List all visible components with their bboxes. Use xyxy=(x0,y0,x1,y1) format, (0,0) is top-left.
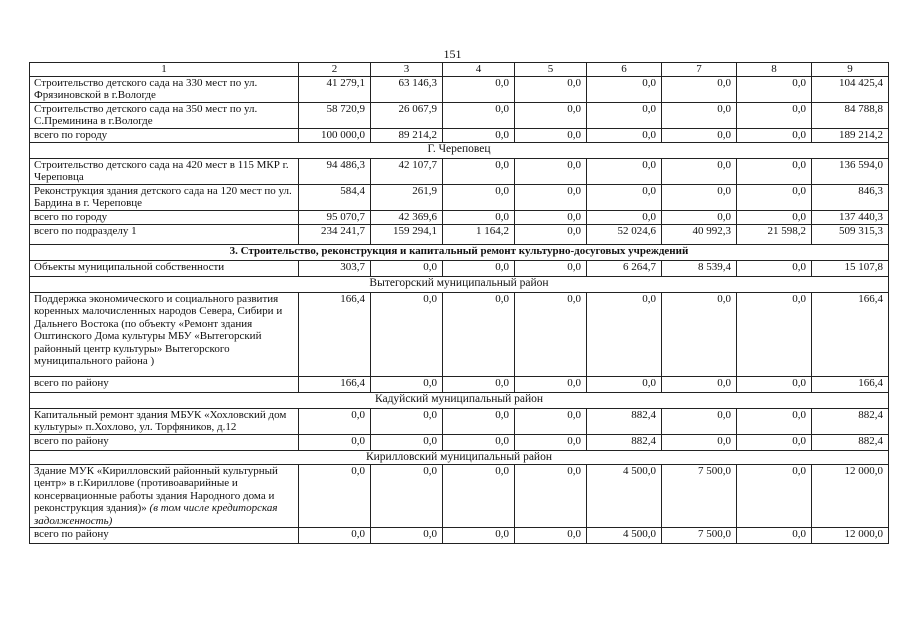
row-label-text: всего по городу xyxy=(34,210,108,223)
table-row xyxy=(30,128,889,142)
row-label-note: (в том числе кредиторская задолженность) xyxy=(34,502,278,527)
value-cell: 0,0 xyxy=(371,464,443,528)
value-cell: 509 315,3 xyxy=(812,224,889,244)
column-header: 7 xyxy=(662,63,737,77)
value-cell: 0,0 xyxy=(737,528,812,544)
value-cell: 0,0 xyxy=(587,76,662,102)
subsection-title: Вытегорский муниципальный район xyxy=(30,276,889,292)
value-cell: 0,0 xyxy=(587,210,662,224)
column-header: 5 xyxy=(515,63,587,77)
value-cell: 0,0 xyxy=(662,408,737,434)
value-cell: 0,0 xyxy=(371,434,443,450)
subsection-header-row xyxy=(30,392,889,408)
row-label xyxy=(30,76,299,102)
value-cell: 0,0 xyxy=(587,102,662,128)
row-label xyxy=(30,260,299,276)
row-label xyxy=(30,158,299,184)
value-cell: 0,0 xyxy=(587,184,662,210)
value-cell: 40 992,3 xyxy=(662,224,737,244)
value-cell: 42 369,6 xyxy=(371,210,443,224)
value-cell: 94 486,3 xyxy=(299,158,371,184)
value-cell: 159 294,1 xyxy=(371,224,443,244)
value-cell: 0,0 xyxy=(443,184,515,210)
value-cell: 0,0 xyxy=(662,292,737,376)
value-cell: 0,0 xyxy=(662,376,737,392)
value-cell: 0,0 xyxy=(587,376,662,392)
value-cell: 0,0 xyxy=(299,408,371,434)
value-cell: 0,0 xyxy=(737,464,812,528)
value-cell: 21 598,2 xyxy=(737,224,812,244)
value-cell: 0,0 xyxy=(443,292,515,376)
value-cell: 137 440,3 xyxy=(812,210,889,224)
column-header: 8 xyxy=(737,63,812,77)
value-cell: 7 500,0 xyxy=(662,464,737,528)
section-title: 3. Строительство, реконструкция и капитальный ремонт культурно-досуговых учреждений xyxy=(30,244,889,260)
value-cell: 100 000,0 xyxy=(299,128,371,142)
value-cell: 0,0 xyxy=(443,102,515,128)
table-row xyxy=(30,528,889,544)
value-cell: 0,0 xyxy=(443,376,515,392)
value-cell: 0,0 xyxy=(515,464,587,528)
row-label-text: всего по району xyxy=(34,434,109,447)
value-cell: 0,0 xyxy=(443,128,515,142)
value-cell: 0,0 xyxy=(443,158,515,184)
column-header-row xyxy=(30,63,889,77)
value-cell: 0,0 xyxy=(662,158,737,184)
value-cell: 0,0 xyxy=(515,128,587,142)
value-cell: 0,0 xyxy=(515,434,587,450)
value-cell: 52 024,6 xyxy=(587,224,662,244)
value-cell: 189 214,2 xyxy=(812,128,889,142)
value-cell: 166,4 xyxy=(812,376,889,392)
row-label xyxy=(30,528,299,544)
value-cell: 0,0 xyxy=(737,102,812,128)
value-cell: 0,0 xyxy=(737,158,812,184)
value-cell: 0,0 xyxy=(299,434,371,450)
page-number: 151 xyxy=(443,47,462,61)
row-label xyxy=(30,184,299,210)
value-cell: 89 214,2 xyxy=(371,128,443,142)
value-cell: 166,4 xyxy=(299,376,371,392)
value-cell: 0,0 xyxy=(515,224,587,244)
value-cell: 1 164,2 xyxy=(443,224,515,244)
value-cell: 0,0 xyxy=(737,76,812,102)
value-cell: 0,0 xyxy=(515,292,587,376)
value-cell: 0,0 xyxy=(737,260,812,276)
value-cell: 42 107,7 xyxy=(371,158,443,184)
value-cell: 0,0 xyxy=(737,128,812,142)
column-header: 4 xyxy=(443,63,515,77)
value-cell: 0,0 xyxy=(443,210,515,224)
value-cell: 0,0 xyxy=(515,408,587,434)
value-cell: 0,0 xyxy=(515,102,587,128)
row-label-text: всего по подразделу 1 xyxy=(34,224,137,237)
value-cell: 0,0 xyxy=(587,158,662,184)
value-cell: 234 241,7 xyxy=(299,224,371,244)
value-cell: 0,0 xyxy=(515,376,587,392)
value-cell: 0,0 xyxy=(662,76,737,102)
subsection-title: Кирилловский муниципальный район xyxy=(30,450,889,464)
value-cell: 58 720,9 xyxy=(299,102,371,128)
row-label-text: Объекты муниципальной собственности xyxy=(34,260,225,273)
row-label xyxy=(30,292,299,376)
value-cell: 136 594,0 xyxy=(812,158,889,184)
row-label xyxy=(30,210,299,224)
row-label-text: Строительство детского сада на 350 мест по ул. С.Преминина в г.Вологде xyxy=(34,102,258,127)
column-header: 2 xyxy=(299,63,371,77)
subsection-title: Кадуйский муниципальный район xyxy=(30,392,889,408)
row-label xyxy=(30,224,299,244)
value-cell: 261,9 xyxy=(371,184,443,210)
value-cell: 882,4 xyxy=(812,434,889,450)
row-label-text: Строительство детского сада на 420 мест в 115 МКР г. Череповца xyxy=(34,158,289,183)
row-label-text: всего по городу xyxy=(34,128,108,141)
budget-table xyxy=(29,62,889,544)
value-cell: 8 539,4 xyxy=(662,260,737,276)
column-header: 6 xyxy=(587,63,662,77)
value-cell: 0,0 xyxy=(737,184,812,210)
value-cell: 0,0 xyxy=(443,76,515,102)
value-cell: 12 000,0 xyxy=(812,464,889,528)
value-cell: 63 146,3 xyxy=(371,76,443,102)
column-header: 9 xyxy=(812,63,889,77)
value-cell: 0,0 xyxy=(737,292,812,376)
value-cell: 0,0 xyxy=(371,260,443,276)
value-cell: 0,0 xyxy=(737,210,812,224)
value-cell: 0,0 xyxy=(662,210,737,224)
value-cell: 4 500,0 xyxy=(587,464,662,528)
value-cell: 0,0 xyxy=(515,184,587,210)
subsection-header-row xyxy=(30,142,889,158)
table-row xyxy=(30,408,889,434)
value-cell: 12 000,0 xyxy=(812,528,889,544)
value-cell: 0,0 xyxy=(662,434,737,450)
value-cell: 104 425,4 xyxy=(812,76,889,102)
value-cell: 0,0 xyxy=(737,376,812,392)
value-cell: 0,0 xyxy=(662,184,737,210)
value-cell: 15 107,8 xyxy=(812,260,889,276)
row-label-text: всего по району xyxy=(34,528,109,540)
value-cell: 303,7 xyxy=(299,260,371,276)
subsection-header-row xyxy=(30,276,889,292)
row-label-text: всего по району xyxy=(34,376,109,389)
value-cell: 0,0 xyxy=(587,128,662,142)
value-cell: 0,0 xyxy=(587,292,662,376)
value-cell: 166,4 xyxy=(812,292,889,376)
row-label xyxy=(30,408,299,434)
table-row xyxy=(30,434,889,450)
value-cell: 6 264,7 xyxy=(587,260,662,276)
table-row xyxy=(30,260,889,276)
table-row xyxy=(30,464,889,528)
value-cell: 0,0 xyxy=(443,260,515,276)
value-cell: 0,0 xyxy=(299,464,371,528)
value-cell: 0,0 xyxy=(515,158,587,184)
table-row xyxy=(30,158,889,184)
value-cell: 166,4 xyxy=(299,292,371,376)
value-cell: 882,4 xyxy=(812,408,889,434)
row-label-text: Поддержка экономического и социального развития коренных малочисленных народов Севера, Сибири и Дальнего Востока (по объекту «Ремонт здания Оштинского Дома культуры МБУ «Вытегорский районный центр культуры» Вытегорского муниципального района ) xyxy=(34,292,283,367)
value-cell: 0,0 xyxy=(443,528,515,544)
value-cell: 0,0 xyxy=(515,210,587,224)
table-row xyxy=(30,292,889,376)
value-cell: 7 500,0 xyxy=(662,528,737,544)
value-cell: 84 788,8 xyxy=(812,102,889,128)
row-label-text: Реконструкция здания детского сада на 120 мест по ул. Бардина в г. Череповце xyxy=(34,184,292,209)
value-cell: 4 500,0 xyxy=(587,528,662,544)
row-label xyxy=(30,102,299,128)
row-label-text: Строительство детского сада на 330 мест по ул. Фрязиновской в г.Вологде xyxy=(34,76,258,101)
subsection-header-row xyxy=(30,450,889,464)
table-row xyxy=(30,76,889,102)
table-row xyxy=(30,376,889,392)
column-header: 3 xyxy=(371,63,443,77)
value-cell: 0,0 xyxy=(515,260,587,276)
row-label xyxy=(30,434,299,450)
value-cell: 0,0 xyxy=(443,434,515,450)
value-cell: 0,0 xyxy=(443,408,515,434)
row-label xyxy=(30,128,299,142)
value-cell: 0,0 xyxy=(371,292,443,376)
value-cell: 0,0 xyxy=(515,528,587,544)
value-cell: 584,4 xyxy=(299,184,371,210)
table-row xyxy=(30,102,889,128)
value-cell: 95 070,7 xyxy=(299,210,371,224)
row-label-text: Капитальный ремонт здания МБУК «Хохловский дом культуры» п.Хохлово, ул. Торфяников, д.12 xyxy=(34,408,287,433)
row-label xyxy=(30,464,299,528)
value-cell: 882,4 xyxy=(587,408,662,434)
subsection-title: Г. Череповец xyxy=(30,142,889,158)
value-cell: 0,0 xyxy=(371,376,443,392)
value-cell: 0,0 xyxy=(515,76,587,102)
value-cell: 0,0 xyxy=(662,102,737,128)
value-cell: 41 279,1 xyxy=(299,76,371,102)
table-row xyxy=(30,210,889,224)
column-header: 1 xyxy=(30,63,299,77)
value-cell: 0,0 xyxy=(299,528,371,544)
value-cell: 26 067,9 xyxy=(371,102,443,128)
value-cell: 0,0 xyxy=(737,434,812,450)
value-cell: 0,0 xyxy=(443,464,515,528)
row-label xyxy=(30,376,299,392)
value-cell: 882,4 xyxy=(587,434,662,450)
table-row xyxy=(30,184,889,210)
value-cell: 0,0 xyxy=(371,528,443,544)
value-cell: 0,0 xyxy=(662,128,737,142)
table-row xyxy=(30,224,889,244)
section-header-row xyxy=(30,244,889,260)
value-cell: 846,3 xyxy=(812,184,889,210)
value-cell: 0,0 xyxy=(371,408,443,434)
value-cell: 0,0 xyxy=(737,408,812,434)
row-label-text: Здание МУК «Кирилловский районный культурный центр» в г.Кириллове (противоаварийные и консервационные работы здания Народного дома и реконструкция здания)» xyxy=(34,464,278,514)
